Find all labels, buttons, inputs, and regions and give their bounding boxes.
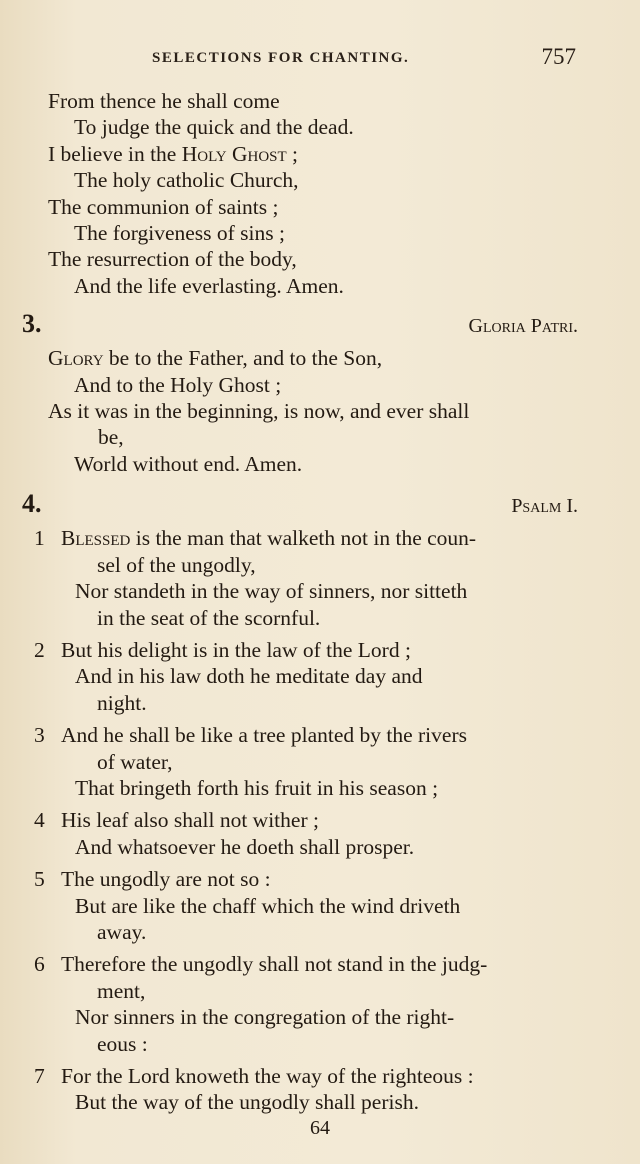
verse (0, 866, 640, 945)
text-line: sel of the ungodly, (97, 552, 256, 577)
verse-number: 1 (34, 526, 45, 551)
text-span: is the man that walketh not in the coun- (130, 526, 477, 551)
creed-ending (0, 88, 640, 299)
text-line: From thence he shall come (48, 89, 280, 113)
text-line (0, 525, 640, 551)
text-line: of water, (97, 749, 173, 774)
text-span: The ungodly are not so : (61, 867, 271, 892)
text-line: The resurrection of the body, (48, 247, 297, 272)
verse (0, 951, 640, 1057)
section-heading (0, 311, 640, 345)
verse (0, 525, 640, 631)
text-line: The forgiveness of sins ; (74, 221, 285, 246)
text-line (0, 141, 640, 167)
text-span: But his delight is in the law of the Lord ; (61, 637, 411, 662)
text-line: But the way of the ungodly shall perish. (75, 1090, 419, 1115)
text-line (0, 1063, 640, 1089)
text-line: The communion of saints ; (48, 194, 279, 219)
page-header (0, 44, 640, 76)
signature-mark: 64 (310, 1117, 330, 1139)
section-title: Gloria Patri. (468, 315, 578, 338)
text-line (0, 866, 640, 892)
text-line: in the seat of the scornful. (97, 605, 321, 630)
text-line: be, (98, 425, 124, 450)
text-line (0, 637, 640, 663)
text-line: As it was in the beginning, is now, and ever shall (48, 399, 470, 424)
text-line (0, 807, 640, 833)
text-line: ment, (97, 978, 146, 1003)
verse (0, 1063, 640, 1116)
text-line: And the life everlasting. Amen. (74, 273, 344, 298)
text-span: Therefore the ungodly shall not stand in the judg- (61, 952, 488, 977)
small-caps-span: Holy Ghost (181, 141, 287, 166)
text-line: But are like the chaff which the wind driveth (75, 893, 461, 918)
text-span: I believe in the (48, 141, 182, 166)
text-span: be to the Father, and to the Son, (103, 346, 383, 371)
verse-number: 7 (34, 1064, 45, 1088)
section-number: 4. (22, 489, 42, 519)
text-span: And he shall be like a tree planted by the rivers (61, 723, 467, 748)
small-caps-span: Glory (48, 346, 104, 371)
section-number: 3. (22, 309, 42, 339)
text-span: ; (286, 141, 299, 166)
section-title: Psalm I. (511, 495, 578, 518)
verse (0, 722, 640, 801)
text-line: away. (97, 919, 147, 944)
page-content (0, 88, 640, 1116)
text-line: Nor sinners in the congregation of the right- (75, 1005, 455, 1030)
text-line (0, 345, 640, 371)
text-line: Nor standeth in the way of sinners, nor sitteth (75, 579, 468, 604)
verse-number: 3 (34, 723, 45, 748)
text-line: The holy catholic Church, (74, 168, 299, 193)
psalm-verses (0, 525, 640, 1116)
text-span: For the Lord knoweth the way of the righteous : (61, 1064, 474, 1088)
verse (0, 807, 640, 860)
section-heading (0, 491, 640, 525)
text-line (0, 951, 640, 977)
verse-number: 6 (34, 952, 45, 977)
text-span: His leaf also shall not wither ; (61, 808, 319, 833)
small-caps-span: Blessed (61, 526, 131, 551)
verse (0, 637, 640, 716)
gloria-patri (0, 345, 640, 477)
page-number: 757 (541, 44, 576, 69)
verse-number: 2 (34, 637, 45, 662)
text-line: And to the Holy Ghost ; (74, 372, 282, 397)
text-line: And in his law doth he meditate day and (75, 664, 423, 689)
verse-number: 4 (34, 808, 45, 833)
text-line (0, 722, 640, 748)
text-line: That bringeth forth his fruit in his season ; (75, 775, 439, 800)
text-line: World without end. Amen. (74, 451, 303, 476)
text-line: And whatsoever he doeth shall prosper. (75, 834, 415, 859)
text-line: To judge the quick and the dead. (74, 115, 354, 140)
text-line: eous : (97, 1031, 148, 1056)
running-head: SELECTIONS FOR CHANTING. (152, 50, 410, 66)
verse-number: 5 (34, 867, 45, 892)
text-line: night. (97, 690, 147, 715)
